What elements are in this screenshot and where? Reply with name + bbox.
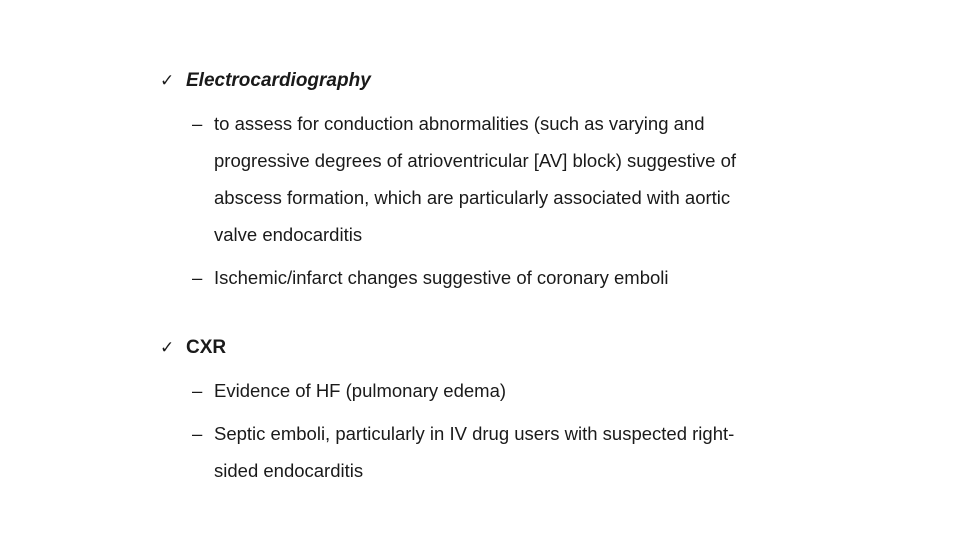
checkmark-icon: ✓ <box>160 338 175 357</box>
dash-icon: – <box>192 267 203 288</box>
section-heading <box>160 333 880 363</box>
bullet-item <box>192 372 774 409</box>
heading-text: Electrocardiography <box>186 70 371 91</box>
checkmark-icon: ✓ <box>160 71 175 90</box>
bullet-text: Septic emboli, particularly in IV drug users with suspected right-sided endocarditis <box>214 423 735 481</box>
section-heading <box>160 66 880 96</box>
bullet-text: Ischemic/infarct changes suggestive of coronary emboli <box>214 267 669 288</box>
section-cxr <box>160 333 880 489</box>
bullet-item <box>192 105 774 253</box>
heading-text: CXR <box>186 337 227 358</box>
bullet-item <box>192 415 774 489</box>
section-electrocardiography <box>160 66 880 296</box>
dash-icon: – <box>192 113 203 134</box>
bullet-text: Evidence of HF (pulmonary edema) <box>214 380 507 401</box>
dash-icon: – <box>192 423 203 444</box>
bullet-text: to assess for conduction abnormalities (such as varying and progressive degrees of atrioventricular [AV] block) suggestive of abscess formation, which are particularly associated with aortic valve endocarditis <box>214 113 737 245</box>
dash-icon: – <box>192 380 203 401</box>
bullet-item <box>192 259 774 296</box>
